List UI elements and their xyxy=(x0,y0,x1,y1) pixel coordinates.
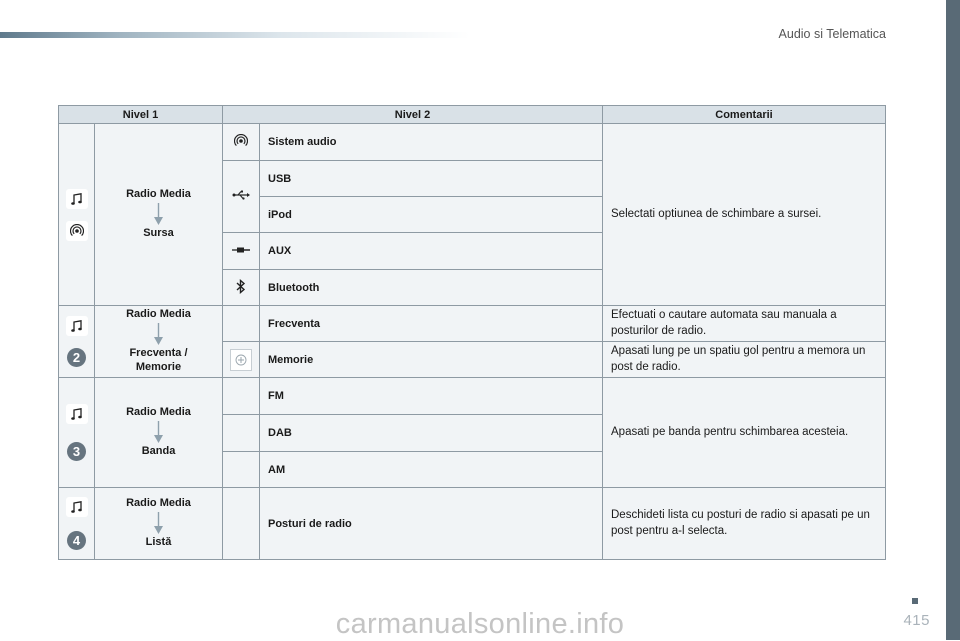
comment-banda: Apasati pe banda pentru schimbarea acesteia. xyxy=(603,378,886,488)
group-icons-lista xyxy=(59,488,95,560)
level2-icon-cell xyxy=(223,124,260,161)
add-preset-icon xyxy=(230,349,252,371)
music-note-icon xyxy=(66,497,88,517)
step-badge: 2 xyxy=(67,348,86,367)
column-header-nivel-2: Nivel 2 xyxy=(223,106,603,124)
radio-signal-icon xyxy=(234,134,248,148)
menu-table xyxy=(58,105,886,560)
section-title: Audio si Telematica xyxy=(778,27,886,41)
step-badge: 4 xyxy=(67,531,86,550)
level2-icon-cell xyxy=(223,488,260,560)
arrow-down-icon xyxy=(154,512,163,534)
level2-am: AM xyxy=(260,452,603,488)
step-badge: 3 xyxy=(67,442,86,461)
level2-sistem-audio: Sistem audio xyxy=(260,124,603,161)
level2-icon-cell xyxy=(223,342,260,378)
top-decorative-bar xyxy=(0,32,470,38)
level1-banda xyxy=(95,378,223,488)
music-note-icon xyxy=(66,316,88,336)
level2-icon-cell xyxy=(223,270,260,306)
level1-sursa xyxy=(95,124,223,306)
aux-jack-icon xyxy=(232,246,250,254)
comment-frecventa: Efectuati o cautare automata sau manuala a posturilor de radio. xyxy=(603,306,886,342)
level1-frecventa xyxy=(95,306,223,378)
arrow-down-icon xyxy=(154,421,163,443)
level2-icon-cell xyxy=(223,233,260,270)
level2-dab: DAB xyxy=(260,415,603,452)
level1-target-label: Banda xyxy=(141,445,176,457)
level1-source-label: Radio Media xyxy=(126,188,191,201)
level1-target-label: Listă xyxy=(145,536,172,548)
table-row xyxy=(59,378,886,415)
level1-target-label: Sursa xyxy=(143,227,174,239)
comment-lista: Deschideti lista cu posturi de radio si apasati pe un post pentru a-l selecta. xyxy=(603,488,886,560)
arrow-down-icon xyxy=(154,203,163,225)
level2-fm: FM xyxy=(260,378,603,415)
bluetooth-icon xyxy=(236,279,246,294)
level2-usb: USB xyxy=(260,161,603,197)
level2-icon-cell xyxy=(223,306,260,342)
level2-posturi-de-radio: Posturi de radio xyxy=(260,488,603,560)
page-marker xyxy=(912,598,918,604)
page-side-band xyxy=(946,0,960,640)
level1-source-label: Radio Media xyxy=(126,308,191,321)
table-row xyxy=(59,488,886,560)
music-note-icon xyxy=(66,189,88,209)
column-header-comentarii: Comentarii xyxy=(603,106,886,124)
level2-icon-cell xyxy=(223,415,260,452)
usb-icon xyxy=(232,190,250,200)
level1-source-label: Radio Media xyxy=(126,497,191,510)
radio-signal-icon xyxy=(66,221,88,241)
table-header-row xyxy=(59,106,886,124)
level2-frecventa: Frecventa xyxy=(260,306,603,342)
comment-memorie: Apasati lung pe un spatiu gol pentru a memora un post de radio. xyxy=(603,342,886,378)
group-icons-sursa xyxy=(59,124,95,306)
watermark: carmanualsonline.info xyxy=(335,608,625,640)
table-row xyxy=(59,306,886,342)
level1-target-label: Frecventa / Memorie xyxy=(129,347,188,373)
level2-bluetooth: Bluetooth xyxy=(260,270,603,306)
table-row xyxy=(59,124,886,161)
group-icons-banda xyxy=(59,378,95,488)
level2-icon-cell xyxy=(223,378,260,415)
level1-source-label: Radio Media xyxy=(126,406,191,419)
level2-icon-cell xyxy=(223,161,260,233)
column-header-nivel-1: Nivel 1 xyxy=(59,106,223,124)
music-note-icon xyxy=(66,404,88,424)
comment-sursa: Selectati optiunea de schimbare a sursei. xyxy=(603,124,886,306)
arrow-down-icon xyxy=(154,323,163,345)
level2-ipod: iPod xyxy=(260,197,603,233)
level2-memorie: Memorie xyxy=(260,342,603,378)
level2-aux: AUX xyxy=(260,233,603,270)
page-number: 415 xyxy=(903,612,930,629)
level1-lista xyxy=(95,488,223,560)
level2-icon-cell xyxy=(223,452,260,488)
group-icons-frecventa xyxy=(59,306,95,378)
